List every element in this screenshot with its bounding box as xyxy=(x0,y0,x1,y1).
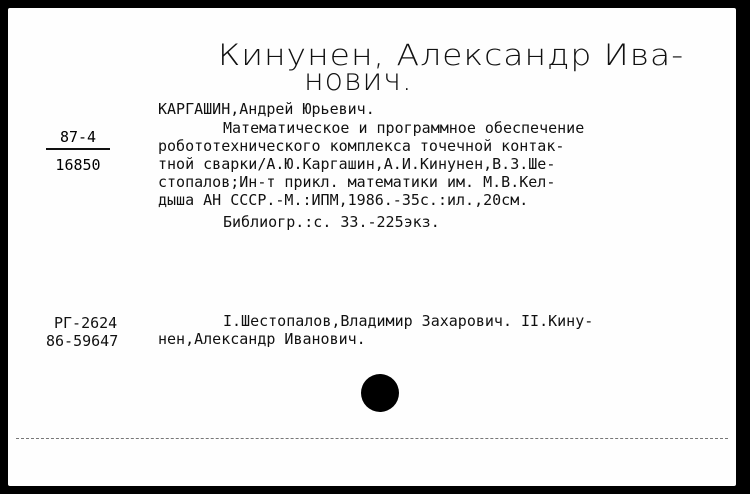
shelfmark-divider xyxy=(46,148,110,150)
shelfmark xyxy=(46,128,110,174)
entry-line-3: тной сварки/А.Ю.Каргашин,А.И.Кинунен,В.З.Ше- xyxy=(158,155,556,173)
handwritten-note-line-1: Кинунен, Александр Ива- xyxy=(218,36,685,73)
tracing-line-2: нен,Александр Иванович. xyxy=(158,330,366,348)
entry-line-2: робототехнического комплекса точечной контак- xyxy=(158,137,565,155)
punch-hole xyxy=(361,374,399,412)
tracing-line-1: I.Шестопалов,Владимир Захарович. II.Кину- xyxy=(223,312,594,330)
shelfmark-numerator: 87-4 xyxy=(59,128,97,146)
entry-line-5: дыша АН СССР.-М.:ИПМ,1986.-35с.:ил.,20см. xyxy=(158,191,529,209)
handwritten-note-line-2: нович. xyxy=(304,63,413,98)
entry-line-4: стопалов;Ин-т прикл. математики им. М.В.Кел- xyxy=(158,173,556,191)
code-2: 86-59647 xyxy=(46,332,119,350)
catalog-card xyxy=(8,8,736,486)
code-1: РГ-2624 xyxy=(54,314,118,332)
card-edge-line xyxy=(16,438,728,439)
entry-line-1: Математическое и программное обеспечение xyxy=(223,119,585,137)
entry-line-6: Библиогр.:с. 33.-225экз. xyxy=(223,213,440,231)
shelfmark-denominator: 16850 xyxy=(55,156,101,174)
entry-heading: КАРГАШИН,Андрей Юрьевич. xyxy=(158,100,375,118)
